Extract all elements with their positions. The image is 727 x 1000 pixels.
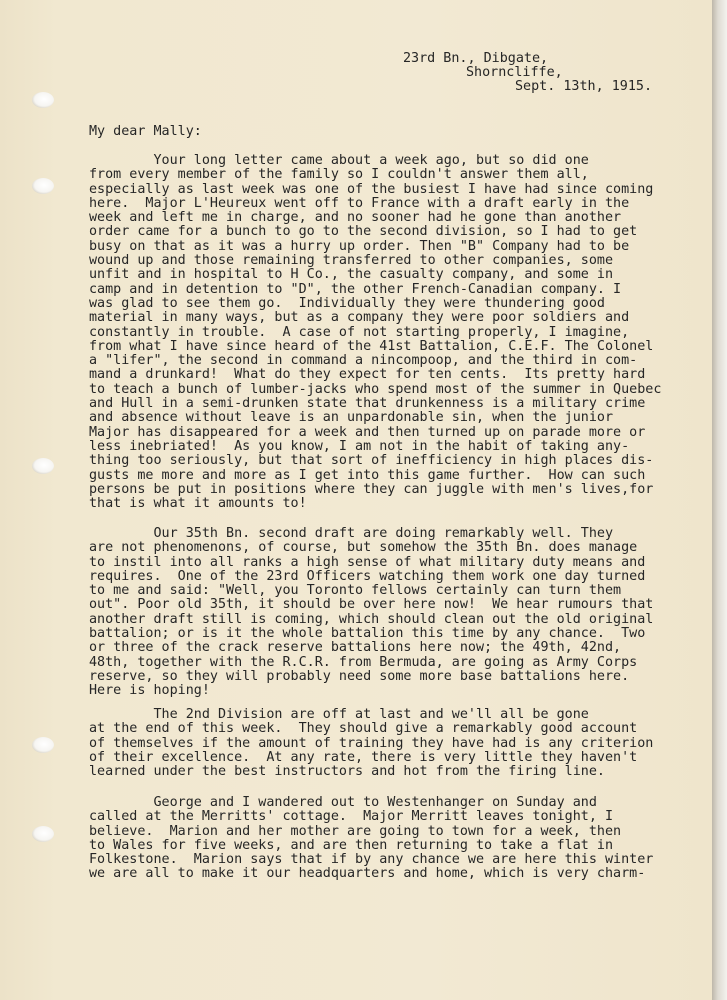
- letter-line: persons be put in positions where they can juggle with men's lives,for: [89, 481, 654, 497]
- letter-line: of their excellence. At any rate, there is very little they haven't: [89, 749, 638, 765]
- letter-line: and absence without leave is an unpardonable sin, when the junior: [89, 410, 614, 426]
- letter-line: another draft still is coming, which should clean out the old original: [89, 611, 654, 627]
- letter-line: unfit and in hospital to H Co., the casualty company, and some in: [89, 267, 614, 283]
- letter-line: busy on that as it was a hurry up order. Then "B" Company had to be: [89, 238, 630, 254]
- letter-line: mand a drunkard! What do they expect for ten cents. Its pretty hard: [89, 367, 646, 383]
- letter-line: believe. Marion and her mother are going to town for a week, then: [89, 823, 622, 839]
- letter-line: Here is hoping!: [89, 683, 210, 699]
- letter-line: especially as last week was one of the busiest I have had since coming: [89, 181, 654, 197]
- letter-line: gusts me more and more as I get into this game further. How can such: [89, 467, 646, 483]
- letter-line: constantly in trouble. A case of not starting properly, I imagine,: [89, 324, 630, 340]
- letter-line: material in many ways, but as a company they were poor soldiers and: [89, 310, 630, 326]
- paragraph-4: [89, 796, 709, 882]
- letter-line: Folkestone. Marion says that if by any chance we are here this winter: [89, 852, 654, 868]
- letter-line: from what I have since heard of the 41st Battalion, C.E.F. The Colonel: [89, 338, 654, 354]
- page-edge-shadow: [712, 0, 727, 1000]
- letter-line: to teach a bunch of lumber-jacks who spend most of the summer in Quebec: [89, 381, 662, 397]
- letter-line: or three of the crack reserve battalions here now; the 49th, 42nd,: [89, 640, 622, 656]
- letter-line: here. Major L'Heureux went off to France with a draft early in the: [89, 195, 630, 211]
- salutation: My dear Mally:: [89, 124, 202, 139]
- letter-line: 48th, together with the R.C.R. from Bermuda, are going as Army Corps: [89, 654, 638, 670]
- letter-line: George and I wandered out to Westenhanger on Sunday and: [89, 795, 597, 810]
- letter-line: called at the Merritts' cottage. Major Merritt leaves tonight, I: [89, 809, 614, 825]
- letter-line: to instil into all ranks a high sense of what military duty means and: [89, 554, 646, 570]
- letter-line: and Hull in a semi-drunken state that drunkenness is a military crime: [89, 396, 646, 412]
- letter-line: week and left me in charge, and no sooner had he gone than another: [89, 210, 622, 226]
- letter-line: wound up and those remaining transferred to other companies, some: [89, 253, 614, 269]
- letter-line: order came for a bunch to go to the second division, so I had to get: [89, 224, 638, 240]
- binder-hole: [32, 92, 54, 108]
- letter-line: that is what it amounts to!: [89, 496, 307, 512]
- letter-line: learned under the best instructors and hot from the firing line.: [89, 764, 605, 780]
- letter-line: requires. One of the 23rd Officers watching them work one day turned: [89, 568, 646, 584]
- letter-line: to me and said: "Well, you Toronto fellows certainly can turn them: [89, 583, 622, 599]
- letter-line: from every member of the family so I couldn't answer them all,: [89, 167, 589, 183]
- letter-line: Your long letter came about a week ago, but so did one: [89, 153, 589, 168]
- letter-line: thing too seriously, but that sort of inefficiency in high places dis-: [89, 453, 654, 469]
- address-line: 23rd Bn., Dibgate,: [403, 51, 549, 66]
- letter-line: a "lifer", the second in command a nincompoop, and the third in com-: [89, 353, 638, 369]
- binder-hole: [32, 458, 54, 474]
- letter-line: we are all to make it our headquarters and home, which is very charm-: [89, 866, 646, 882]
- letter-line: less inebriated! As you know, I am not in the habit of taking any-: [89, 438, 630, 454]
- letter-line: out". Poor old 35th, it should be over here now! We hear rumours that: [89, 597, 654, 613]
- letter-line: of themselves if the amount of training they have had is any criterion: [89, 735, 654, 751]
- letter-line: reserve, so they will probably need some more base battalions here.: [89, 668, 630, 684]
- letter-line: Our 35th Bn. second draft are doing remarkably well. They: [89, 526, 614, 541]
- letter-line: The 2nd Division are off at last and we'll all be gone: [89, 707, 589, 722]
- letter-line: Major has disappeared for a week and then turned up on parade more or: [89, 424, 646, 440]
- letter-line: at the end of this week. They should give a remarkably good account: [89, 721, 638, 737]
- binder-hole: [32, 178, 54, 194]
- paragraph-2: [89, 527, 709, 699]
- paragraph-1: [89, 154, 709, 511]
- binder-hole: [32, 737, 54, 753]
- address-line: Shorncliffe,: [466, 65, 563, 80]
- letter-line: camp and in detention to "D", the other French-Canadian company. I: [89, 281, 622, 297]
- letter-line: was glad to see them go. Individually they were thundering good: [89, 295, 605, 311]
- binder-hole: [32, 826, 54, 842]
- date-line: Sept. 13th, 1915.: [515, 79, 653, 94]
- paragraph-3: [89, 708, 709, 779]
- letter-line: to Wales for five weeks, and are then returning to take a flat in: [89, 837, 614, 853]
- letter-line: are not phenomenons, of course, but somehow the 35th Bn. does manage: [89, 540, 638, 556]
- letter-line: battalion; or is it the whole battalion this time by any chance. Two: [89, 626, 646, 642]
